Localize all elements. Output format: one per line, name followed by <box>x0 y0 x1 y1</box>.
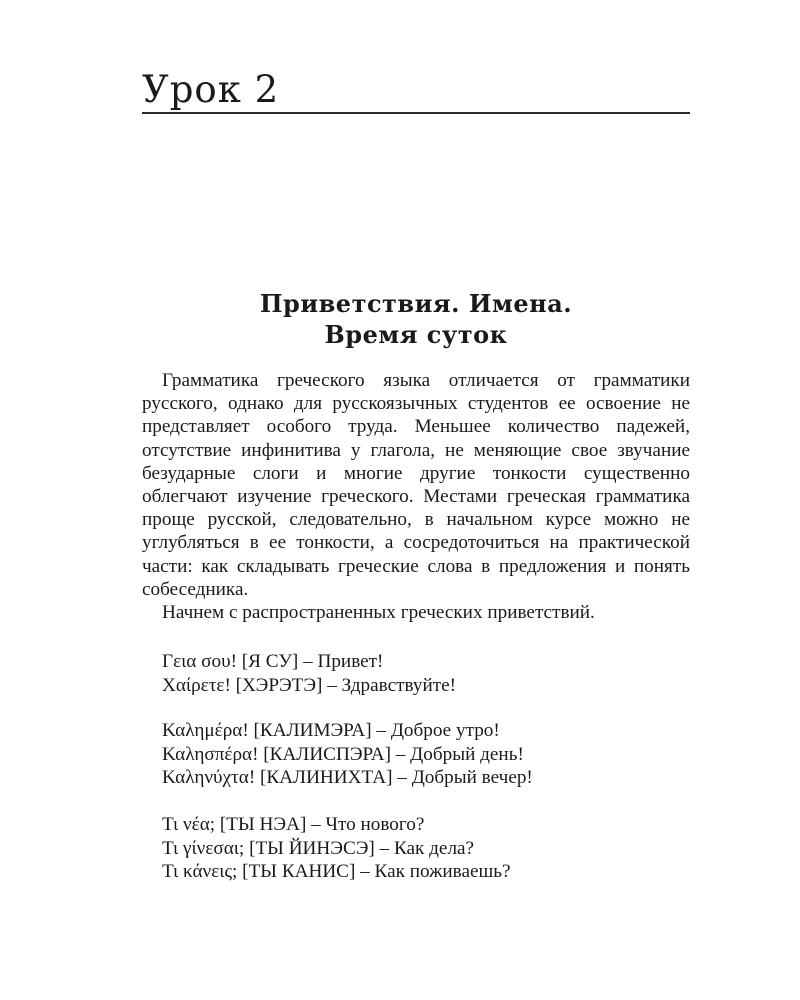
phrase-line: Γεια σου! [Я СУ] – Привет! <box>162 651 384 672</box>
phrase-line: Καλημέρα! [КАЛИМЭРА] – Доброе утро! <box>162 720 500 741</box>
intro-paragraph-2: Начнем с распространенных греческих приветствий. <box>162 602 595 624</box>
phrase-line: Καληνύχτα! [КАЛИНИХТА] – Добрый вечер! <box>162 767 533 788</box>
phrase-group-questions <box>162 813 690 884</box>
phrase-group-greetings <box>162 650 690 697</box>
phrase-line: Τι κάνεις; [ТЫ КАНИС] – Как поживаешь? <box>162 861 511 882</box>
phrase-line: Χαίρετε! [ХЭРЭТЭ] – Здравствуйте! <box>162 674 457 696</box>
lesson-header <box>142 66 690 114</box>
intro-paragraph: Грамматика греческого языка отличается от грамматики русского, однако для русскоязычных студентов ее освоение не представляет особого труда. Меньшее количество падежей, отсутствие инфинитива у глагола, не меняющие свое звучание безударные слоги и многие другие тонкости существенно облегчают изучение греческого. Местами греческая грамматика проще русской, следовательно, в начальном курсе можно не углубляться в ее тонкости, а сосредоточиться на практической части: как складывать греческие слова в предложения и понять собеседника. <box>142 370 690 600</box>
section-title-line-1: Приветствия. Имена. <box>259 289 573 318</box>
intro-text <box>142 369 690 624</box>
lesson-title: Урок 2 <box>142 68 280 111</box>
phrase-line: Τι νέα; [ТЫ НЭА] – Что нового? <box>162 814 425 835</box>
section-title-line-2: Время суток <box>324 320 508 349</box>
section-title <box>142 288 690 350</box>
phrase-group-time-of-day <box>162 719 690 790</box>
phrase-line: Καλησπέρα! [КАЛИСПЭРА] – Добрый день! <box>162 743 524 765</box>
phrase-line: Τι γίνεσαι; [ТЫ ЙИНЭСЭ] – Как дела? <box>162 837 475 859</box>
